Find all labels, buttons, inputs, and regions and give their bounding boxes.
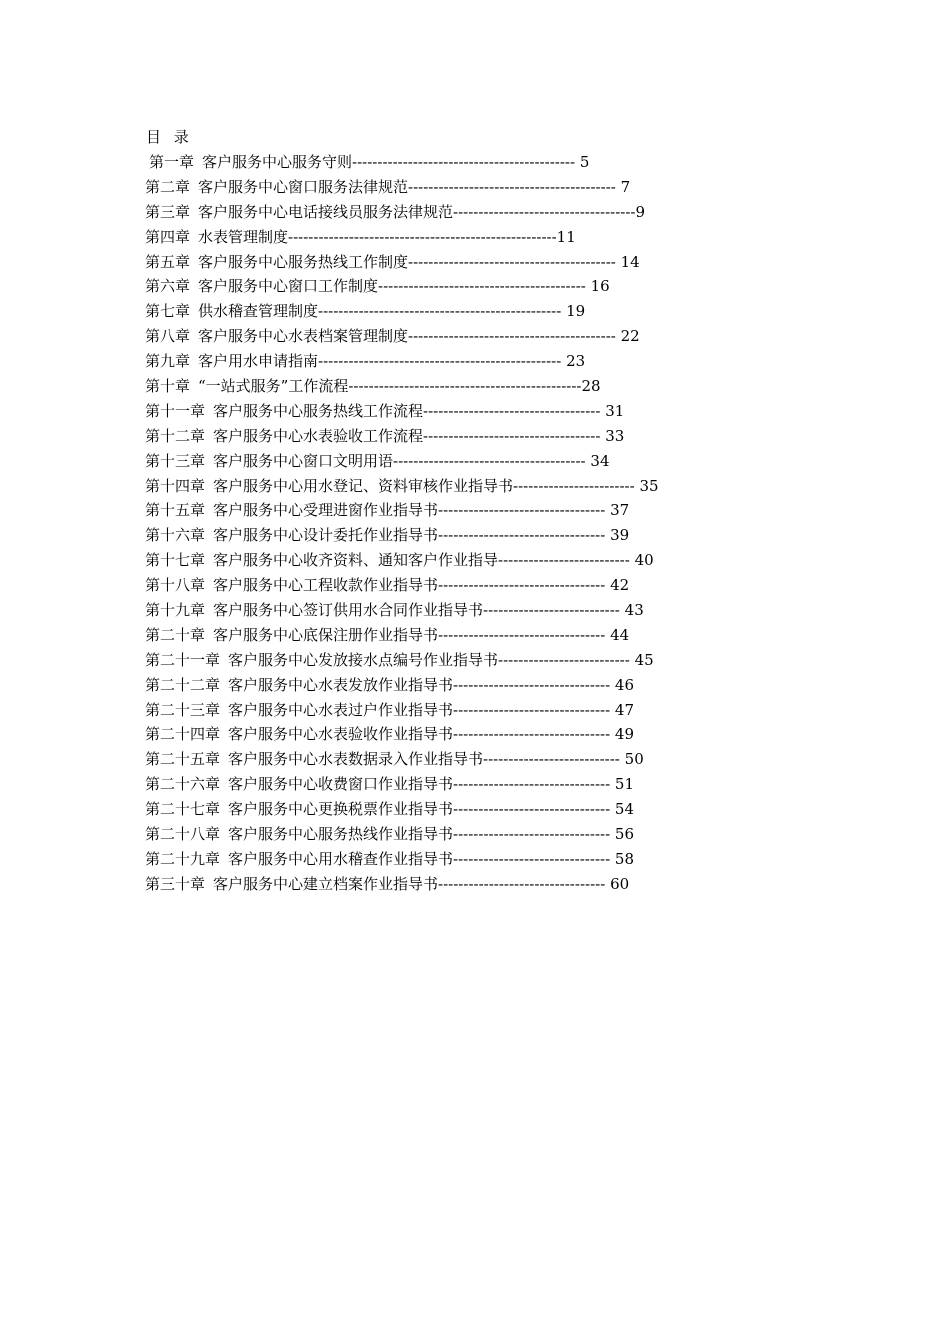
toc-chapter-title: 水表管理制度 [198, 227, 289, 246]
toc-chapter-number: 第二十七章 [145, 800, 221, 819]
toc-chapter-title: 客户服务中心窗口服务法律规范 [198, 177, 409, 196]
toc-entry[interactable] [145, 675, 659, 700]
toc-chapter-title: 客户服务中心电话接线员服务法律规范 [198, 202, 454, 221]
toc-dot-leader: ----------------------------------- [423, 426, 601, 445]
toc-page-number: 34 [585, 451, 610, 470]
toc-entry[interactable] [145, 600, 659, 625]
toc-page-number: 42 [605, 576, 630, 595]
toc-chapter-number: 第十九章 [145, 601, 206, 620]
toc-page-number: 47 [610, 700, 635, 719]
toc-chapter-number: 第三十章 [145, 874, 206, 893]
toc-dot-leader: ----------------------------------------- [408, 327, 616, 346]
toc-dot-leader: ----------------------------------------- [408, 177, 616, 196]
toc-page-number: 54 [610, 800, 635, 819]
toc-chapter-number: 第六章 [145, 277, 191, 296]
toc-dot-leader: ----------------------------------------- [408, 252, 616, 271]
toc-chapter-title: 客户服务中心收费窗口作业指导书 [228, 775, 454, 794]
toc-dot-leader: ------------------------------------------------ [318, 302, 562, 321]
toc-page-number: 33 [600, 426, 625, 445]
toc-chapter-number: 第十四章 [145, 476, 206, 495]
toc-entry[interactable] [145, 351, 659, 376]
toc-page-number: 44 [605, 625, 630, 644]
toc-entry[interactable] [145, 476, 659, 501]
toc-entry[interactable] [145, 177, 659, 202]
toc-entry[interactable] [145, 202, 659, 227]
toc-chapter-number: 第五章 [145, 252, 191, 271]
toc-chapter-title: 客户服务中心发放接水点编号作业指导书 [228, 650, 499, 669]
toc-dot-leader: ------------------------------- [453, 775, 611, 794]
toc-entry[interactable] [145, 451, 659, 476]
toc-dot-leader: ------------------------------- [453, 800, 611, 819]
toc-chapter-number: 第二十二章 [145, 675, 221, 694]
toc-page-number: 56 [610, 825, 635, 844]
toc-page-number: 5 [575, 153, 590, 171]
toc-dot-leader: --------------------------- [483, 601, 620, 620]
toc-chapter-number: 第二十三章 [145, 700, 221, 719]
toc-chapter-number: 第十章 [145, 377, 191, 396]
toc-dot-leader: --------------------------------- [438, 501, 606, 520]
toc-page-number: 40 [629, 551, 654, 570]
toc-entry[interactable] [145, 650, 659, 675]
toc-entry[interactable] [145, 152, 659, 177]
toc-dot-leader: --------------------------------- [438, 576, 606, 595]
toc-chapter-number: 第十七章 [145, 551, 206, 570]
toc-chapter-title: 客户用水申请指南 [198, 352, 319, 371]
toc-chapter-title: 客户服务中心收齐资料、通知客户作业指导 [213, 551, 499, 570]
toc-chapter-title: 客户服务中心工程收款作业指导书 [213, 576, 439, 595]
toc-page-number: 50 [619, 750, 644, 769]
toc-chapter-title: 客户服务中心水表验收工作流程 [213, 426, 424, 445]
toc-page-number: 51 [610, 775, 635, 794]
toc-page-number: 31 [600, 401, 625, 420]
toc-chapter-title: “一站式服务”工作流程 [198, 377, 349, 396]
toc-entry[interactable] [145, 326, 659, 351]
toc-chapter-number: 第一章 [149, 153, 195, 171]
toc-entry[interactable] [145, 700, 659, 725]
toc-chapter-title: 客户服务中心水表过户作业指导书 [228, 700, 454, 719]
toc-dot-leader: ------------------------------- [453, 849, 611, 868]
toc-chapter-title: 客户服务中心水表档案管理制度 [198, 327, 409, 346]
toc-entry[interactable] [145, 401, 659, 426]
toc-entry[interactable] [145, 575, 659, 600]
toc-chapter-title: 客户服务中心受理进窗作业指导书 [213, 501, 439, 520]
toc-entry[interactable] [145, 426, 659, 451]
toc-chapter-number: 第八章 [145, 327, 191, 346]
toc-chapter-title: 客户服务中心建立档案作业指导书 [213, 874, 439, 893]
toc-dot-leader: --------------------------------- [438, 874, 606, 893]
toc-chapter-number: 第二章 [145, 177, 191, 196]
toc-chapter-title: 客户服务中心设计委托作业指导书 [213, 526, 439, 545]
toc-page-number: 35 [634, 476, 659, 495]
toc-page-number: 46 [610, 675, 635, 694]
toc-chapter-title: 客户服务中心更换税票作业指导书 [228, 800, 454, 819]
toc-page-number: 22 [615, 327, 640, 346]
toc-entry[interactable] [145, 799, 659, 824]
toc-chapter-title: 客户服务中心水表发放作业指导书 [228, 675, 454, 694]
toc-entry[interactable] [145, 252, 659, 277]
toc-dot-leader: --------------------------------- [438, 625, 606, 644]
toc-dot-leader: ------------------------------- [453, 700, 611, 719]
table-of-contents [145, 152, 659, 899]
toc-page-number: 14 [615, 252, 640, 271]
toc-dot-leader: ----------------------------------------------------- [288, 227, 557, 246]
toc-chapter-title: 客户服务中心窗口文明用语 [213, 451, 394, 470]
toc-entry[interactable] [145, 874, 659, 899]
toc-entry[interactable] [145, 276, 659, 301]
toc-dot-leader: ------------------------------- [453, 675, 611, 694]
toc-entry[interactable] [145, 749, 659, 774]
toc-dot-leader: --------------------------- [483, 750, 620, 769]
toc-entry[interactable] [145, 774, 659, 799]
toc-chapter-number: 第二十章 [145, 625, 206, 644]
toc-dot-leader: ------------------------------- [453, 825, 611, 844]
toc-chapter-title: 客户服务中心窗口工作制度 [198, 277, 379, 296]
toc-page-number: 60 [605, 874, 630, 893]
toc-dot-leader: ------------------------ [513, 476, 635, 495]
toc-chapter-number: 第十一章 [145, 401, 206, 420]
toc-chapter-number: 第十二章 [145, 426, 206, 445]
toc-chapter-number: 第三章 [145, 202, 191, 221]
toc-chapter-title: 客户服务中心用水登记、资料审核作业指导书 [213, 476, 514, 495]
toc-page-number: 37 [605, 501, 630, 520]
toc-chapter-title: 客户服务中心用水稽查作业指导书 [228, 849, 454, 868]
toc-title: 目 录 [146, 128, 193, 146]
toc-chapter-number: 第二十四章 [145, 725, 221, 744]
toc-dot-leader: -------------------------------------------- [352, 153, 576, 171]
toc-chapter-title: 客户服务中心服务热线工作流程 [213, 401, 424, 420]
toc-page-number: 23 [561, 352, 586, 371]
toc-chapter-title: 客户服务中心水表数据录入作业指导书 [228, 750, 484, 769]
toc-dot-leader: -------------------------- [498, 551, 630, 570]
toc-chapter-number: 第十三章 [145, 451, 206, 470]
toc-chapter-number: 第二十八章 [145, 825, 221, 844]
toc-chapter-title: 客户服务中心底保注册作业指导书 [213, 625, 439, 644]
toc-entry[interactable] [145, 376, 659, 401]
toc-chapter-number: 第十八章 [145, 576, 206, 595]
toc-entry[interactable] [145, 227, 659, 252]
toc-dot-leader: -------------------------- [498, 650, 630, 669]
toc-page-number: 45 [629, 650, 654, 669]
toc-entry[interactable] [145, 625, 659, 650]
toc-entry[interactable] [145, 849, 659, 874]
toc-chapter-title: 客户服务中心签订供用水合同作业指导书 [213, 601, 484, 620]
toc-chapter-number: 第四章 [145, 227, 191, 246]
toc-page-number: 16 [585, 277, 610, 296]
toc-chapter-title: 客户服务中心水表验收作业指导书 [228, 725, 454, 744]
toc-page-number: 9 [635, 202, 646, 221]
toc-chapter-title: 客户服务中心服务守则 [202, 153, 353, 171]
toc-chapter-title: 客户服务中心服务热线作业指导书 [228, 825, 454, 844]
toc-entry[interactable] [145, 824, 659, 849]
toc-dot-leader: ------------------------------------------------ [318, 352, 562, 371]
toc-page-number: 7 [615, 177, 631, 196]
toc-dot-leader: ---------------------------------------------- [348, 377, 582, 396]
toc-chapter-number: 第二十六章 [145, 775, 221, 794]
toc-chapter-title: 客户服务中心服务热线工作制度 [198, 252, 409, 271]
toc-chapter-number: 第九章 [145, 352, 191, 371]
toc-entry[interactable] [145, 500, 659, 525]
toc-dot-leader: ----------------------------------- [423, 401, 601, 420]
toc-chapter-number: 第十五章 [145, 501, 206, 520]
toc-page-number: 43 [619, 601, 644, 620]
toc-chapter-title: 供水稽查管理制度 [198, 302, 319, 321]
toc-entry[interactable] [145, 525, 659, 550]
toc-page-number: 28 [581, 377, 601, 396]
toc-chapter-number: 第十六章 [145, 526, 206, 545]
toc-chapter-number: 第二十一章 [145, 650, 221, 669]
toc-entry[interactable] [145, 301, 659, 326]
toc-dot-leader: -------------------------------------- [393, 451, 586, 470]
toc-entry[interactable] [145, 550, 659, 575]
toc-dot-leader: ------------------------------- [453, 725, 611, 744]
toc-page-number: 19 [561, 302, 586, 321]
toc-dot-leader: ------------------------------------ [453, 202, 636, 221]
toc-chapter-number: 第七章 [145, 302, 191, 321]
toc-page-number: 11 [556, 227, 576, 246]
toc-dot-leader: --------------------------------- [438, 526, 606, 545]
toc-chapter-number: 第二十五章 [145, 750, 221, 769]
toc-page-number: 58 [610, 849, 635, 868]
toc-dot-leader: ----------------------------------------- [378, 277, 586, 296]
toc-page-number: 39 [605, 526, 630, 545]
toc-chapter-number: 第二十九章 [145, 849, 221, 868]
toc-page-number: 49 [610, 725, 635, 744]
toc-entry[interactable] [145, 724, 659, 749]
